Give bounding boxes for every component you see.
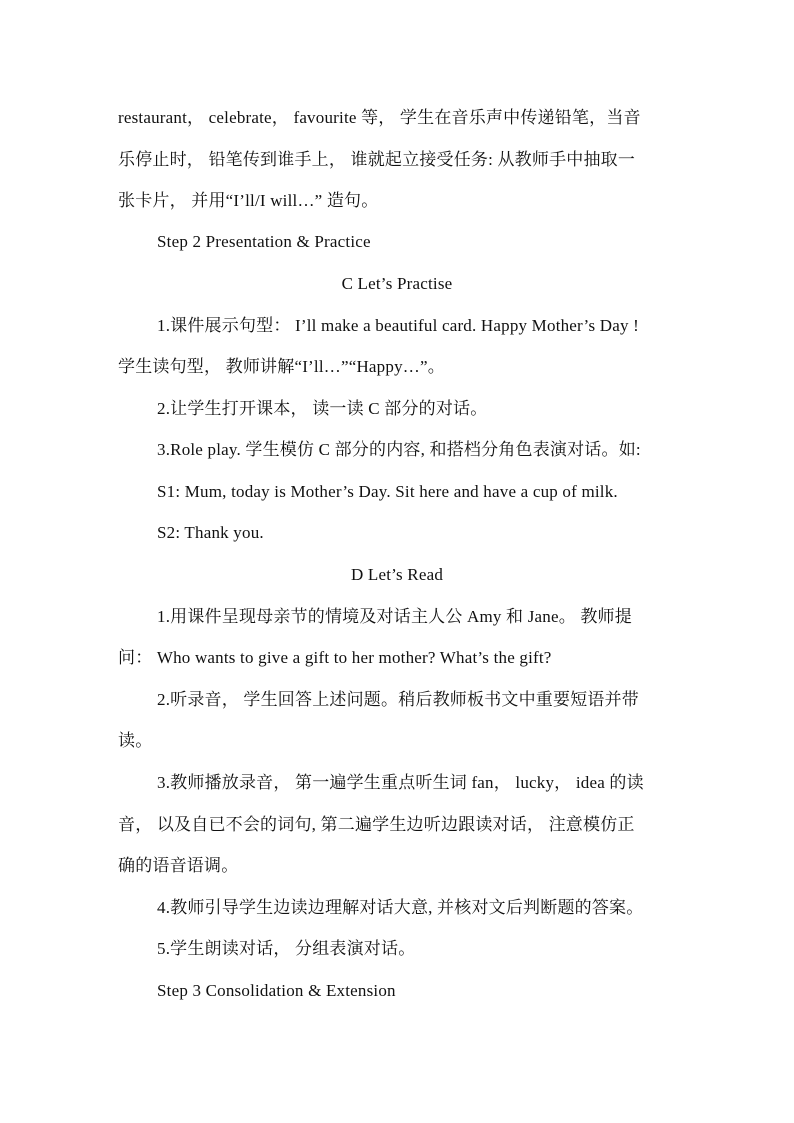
paragraph-line: 2.让学生打开课本， 读一读 C 部分的对话。	[157, 399, 488, 418]
paragraph-line: 1.课件展示句型： I’ll make a beautiful card. Happy Mother’s Day !	[157, 316, 639, 335]
paragraph-line: 问： Who wants to give a gift to her mother? What’s the gift?	[118, 648, 552, 667]
paragraph-line: 音， 以及自已不会的词句, 第二遍学生边听边跟读对话， 注意模仿正	[118, 815, 635, 834]
dialogue-line: S2: Thank you.	[157, 523, 264, 542]
paragraph-line: 5.学生朗读对话， 分组表演对话。	[157, 939, 416, 958]
paragraph-line: 3.Role play. 学生模仿 C 部分的内容, 和搭档分角色表演对话。如:	[157, 440, 641, 459]
paragraph-line: 2.听录音， 学生回答上述问题。稍后教师板书文中重要短语并带	[157, 690, 639, 709]
paragraph-line: restaurant， celebrate， favourite 等， 学生在音乐声中传递铅笔，当音	[118, 108, 641, 127]
paragraph-line: 张卡片， 并用“I’ll/I will…” 造句。	[118, 191, 379, 210]
paragraph-line: 3.教师播放录音， 第一遍学生重点听生词 fan， lucky， idea 的读	[157, 773, 644, 792]
paragraph-line: 学生读句型， 教师讲解“I’ll…”“Happy…”。	[118, 357, 445, 376]
dialogue-line: S1: Mum, today is Mother’s Day. Sit here and have a cup of milk.	[157, 482, 618, 501]
section-heading: D Let’s Read	[350, 565, 444, 584]
step-heading: Step 2 Presentation & Practice	[157, 232, 371, 251]
paragraph-line: 确的语音语调。	[118, 856, 239, 875]
paragraph-line: 读。	[118, 731, 153, 750]
paragraph-line: 乐停止时， 铅笔传到谁手上， 谁就起立接受任务: 从教师手中抽取一	[118, 150, 636, 169]
paragraph-line: 1.用课件呈现母亲节的情境及对话主人公 Amy 和 Jane。 教师提	[157, 607, 632, 626]
step-heading: Step 3 Consolidation & Extension	[157, 981, 396, 1000]
section-heading: C Let’s Practise	[341, 274, 453, 293]
paragraph-line: 4.教师引导学生边读边理解对话大意, 并核对文后判断题的答案。	[157, 898, 644, 917]
